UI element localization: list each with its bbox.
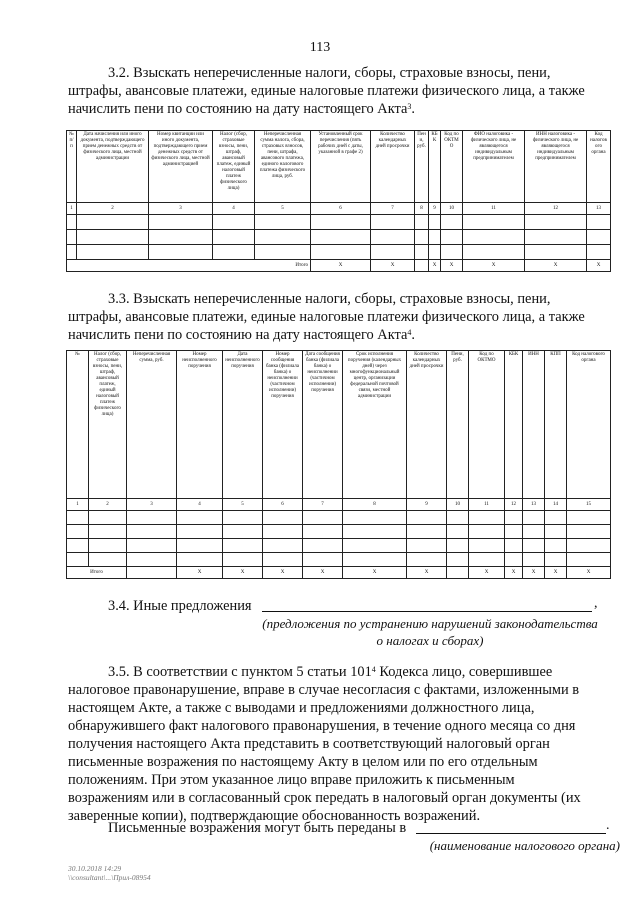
column-number: 3 — [127, 499, 177, 511]
section-3-2-line2: штрафы, авансовые платежи, единые налоговые платежи физического лица, а также — [68, 83, 585, 99]
total-label: Итого — [67, 567, 127, 579]
table-cell — [429, 230, 441, 245]
x-mark: X — [567, 567, 611, 579]
table-header-row — [67, 351, 611, 499]
table-cell — [567, 553, 611, 567]
section-3-3-line1: 3.3. Взыскать неперечисленные налоги, сборы, страховые взносы, пени, — [108, 291, 551, 307]
x-mark: X — [469, 567, 505, 579]
table-cell — [89, 539, 127, 553]
table-cell — [213, 245, 255, 260]
table-cell — [127, 567, 177, 579]
table-cell — [213, 230, 255, 245]
x-mark: X — [263, 567, 303, 579]
footer-path: \\consultant\...\Прил-08954 — [68, 873, 151, 882]
other-proposals-field[interactable] — [262, 596, 592, 612]
x-mark: X — [545, 567, 567, 579]
column-number: 12 — [505, 499, 523, 511]
x-mark: X — [303, 567, 343, 579]
column-number: 10 — [447, 499, 469, 511]
table-cell — [263, 539, 303, 553]
x-mark: X — [311, 260, 371, 272]
column-header: Пени, руб. — [415, 131, 429, 203]
table-cell — [429, 215, 441, 230]
section-3-5-line8: возражениям или в согласованный срок передать в налоговый орган документы (их — [68, 790, 581, 806]
x-mark: X — [523, 567, 545, 579]
table-cell — [127, 511, 177, 525]
table-cell — [371, 245, 415, 260]
table-cell — [177, 511, 223, 525]
table-cell — [263, 511, 303, 525]
table-cell — [523, 511, 545, 525]
column-header: Срок исполнения поручения (календарных дней) через многофункциональный центр, организации федеральной почтовой связи, местной администрации — [343, 351, 407, 499]
table-cell — [407, 511, 447, 525]
table-row — [67, 539, 611, 553]
table-cell — [303, 525, 343, 539]
table-cell — [67, 525, 89, 539]
section-3-2 — [68, 64, 608, 118]
column-number: 7 — [371, 203, 415, 215]
column-number: 4 — [213, 203, 255, 215]
table-cell — [447, 539, 469, 553]
column-number: 11 — [469, 499, 505, 511]
penalty-table-2 — [66, 350, 611, 579]
column-number: 6 — [263, 499, 303, 511]
table-cell — [447, 567, 469, 579]
section-3-5-line3: настоящем Акте, а также с выводами и предложениями должностного лица, — [68, 700, 535, 716]
column-header: Код по ОКТМО — [441, 131, 463, 203]
column-header: Налог (сбор, страховые взносы, пени, штраф, авансовый платеж, единый налоговый платеж физического лица) — [213, 131, 255, 203]
x-mark: X — [371, 260, 415, 272]
table-cell — [469, 539, 505, 553]
total-label: Итого — [67, 260, 311, 272]
table-cell — [447, 525, 469, 539]
table-cell — [89, 525, 127, 539]
x-mark: X — [463, 260, 525, 272]
column-header: Номер сообщения банка (филиала банка) о неисполнении (частичном исполнении) поручения — [263, 351, 303, 499]
table-cell — [263, 525, 303, 539]
table-cell — [505, 553, 523, 567]
table-cell — [67, 511, 89, 525]
column-number: 13 — [587, 203, 611, 215]
table-cell — [505, 525, 523, 539]
footer-date: 30.10.2018 14:29 — [68, 864, 122, 873]
column-number: 8 — [415, 203, 429, 215]
table-cell — [525, 230, 587, 245]
table-cell — [545, 539, 567, 553]
table-cell — [545, 553, 567, 567]
table-cell — [89, 511, 127, 525]
column-header: ИНН налоговика - физического лица, не являющегося индивидуальным предпринимателем — [525, 131, 587, 203]
column-header: ФИО налоговика - физического лица, не являющегося индивидуальным предпринимателем — [463, 131, 525, 203]
table-cell — [523, 525, 545, 539]
column-number: 5 — [223, 499, 263, 511]
column-header: Налог (сбор, страховые взносы, пени, штраф, авансовый платеж, единый налоговый платеж физического лица) — [89, 351, 127, 499]
column-number: 11 — [463, 203, 525, 215]
table-cell — [469, 553, 505, 567]
penalty-table-1 — [66, 130, 611, 272]
table-cell — [505, 539, 523, 553]
section-3-5-line1: 3.5. В соответствии с пунктом 5 статьи $101^4$ Кодекса лицо, совершившее — [108, 664, 553, 680]
table-cell — [587, 245, 611, 260]
section-3-5-line5: получения настоящего Акта представить в соответствующий налоговый орган — [68, 736, 550, 752]
table-cell — [343, 553, 407, 567]
table-cell — [177, 553, 223, 567]
table-cell — [407, 525, 447, 539]
column-header: КБК — [505, 351, 523, 499]
table-cell — [525, 245, 587, 260]
table-cell — [223, 511, 263, 525]
table-cell — [303, 539, 343, 553]
table-cell — [303, 553, 343, 567]
column-header: Неперечисленная сумма налога, сбора, страховых взносов, пени, штрафа, авансового платежа, единого налогового платежа физического лица, руб. — [255, 131, 311, 203]
table-row — [67, 511, 611, 525]
table-cell — [77, 215, 149, 230]
column-number: 8 — [343, 499, 407, 511]
section-3-5-line6: письменные возражения по настоящему Акту в целом или по его отдельным — [68, 754, 538, 770]
column-number: 10 — [441, 203, 463, 215]
table-cell — [67, 553, 89, 567]
table-cell — [127, 539, 177, 553]
x-mark: X — [441, 260, 463, 272]
x-mark: X — [223, 567, 263, 579]
table-cell — [149, 215, 213, 230]
table-row — [67, 230, 611, 245]
table-cell — [441, 245, 463, 260]
x-mark: X — [343, 567, 407, 579]
table-cell — [463, 245, 525, 260]
column-header: Код налогового органа — [587, 131, 611, 203]
column-header: Код по ОКТМО — [469, 351, 505, 499]
table-cell — [149, 245, 213, 260]
table-cell — [67, 215, 77, 230]
column-number: 2 — [77, 203, 149, 215]
table-cell — [469, 511, 505, 525]
table-cell — [223, 553, 263, 567]
column-header: Дата сообщения банка (филиала банка) о неисполнении (частичном исполнении) поручения — [303, 351, 343, 499]
section-3-4-caption-2: о налогах и сборах) — [376, 633, 484, 648]
section-3-5 — [68, 663, 608, 825]
section-3-2-line1: 3.2. Взыскать неперечисленные налоги, сборы, страховые взносы, пени, — [108, 65, 551, 81]
column-header: Количество календарных дней просрочки — [407, 351, 447, 499]
table-cell — [255, 245, 311, 260]
column-number: 1 — [67, 203, 77, 215]
column-header: Номер квитанции или иного документа, подтверждающего прием денежных средств от физического лица, местной администрацией — [149, 131, 213, 203]
column-number: 7 — [303, 499, 343, 511]
column-header: Дата неисполненного поручения — [223, 351, 263, 499]
footnote-ref: 4 — [407, 328, 412, 337]
column-header: Установленный срок перечисления (пять рабочих дней с даты, указанной в графе 2) — [311, 131, 371, 203]
column-number: 6 — [311, 203, 371, 215]
table-cell — [311, 245, 371, 260]
period: . — [606, 818, 610, 833]
x-mark: X — [177, 567, 223, 579]
section-3-4-caption-1: (предложения по устранению нарушений законодательства — [262, 616, 598, 631]
table-header-row — [67, 131, 611, 203]
column-header: № п/п — [67, 131, 77, 203]
column-number: 13 — [523, 499, 545, 511]
table-cell — [441, 230, 463, 245]
column-header: Номер неисполненного поручения — [177, 351, 223, 499]
page-number: 113 — [309, 40, 331, 55]
table-row — [67, 525, 611, 539]
x-mark: X — [505, 567, 523, 579]
table-total-row — [67, 567, 611, 579]
table-cell — [545, 511, 567, 525]
section-3-5-line7: положениям. При этом указанное лицо вправе приложить к письменным — [68, 772, 515, 788]
table-cell — [255, 230, 311, 245]
table-cell — [343, 525, 407, 539]
table-cell — [343, 511, 407, 525]
table-cell — [429, 245, 441, 260]
column-number: 15 — [567, 499, 611, 511]
table-cell — [77, 230, 149, 245]
column-header: Неперечисленная сумма, руб. — [127, 351, 177, 499]
column-header: ИНН — [523, 351, 545, 499]
table-cell — [77, 245, 149, 260]
table-cell — [463, 230, 525, 245]
column-number: 12 — [525, 203, 587, 215]
table-cell — [523, 539, 545, 553]
table-cell — [415, 215, 429, 230]
x-mark: X — [587, 260, 611, 272]
table-cell — [523, 553, 545, 567]
table-cell — [303, 511, 343, 525]
column-number: 9 — [429, 203, 441, 215]
section-3-5-line2: налоговое правонарушение, вправе в случае несогласия с фактами, изложенными в — [68, 682, 580, 698]
column-number: 3 — [149, 203, 213, 215]
table-cell — [567, 511, 611, 525]
table-cell — [525, 215, 587, 230]
comma: , — [594, 596, 598, 611]
table-row — [67, 215, 611, 230]
table-cell — [311, 215, 371, 230]
table-cell — [407, 553, 447, 567]
column-header: Пени, руб. — [447, 351, 469, 499]
table-cell — [415, 230, 429, 245]
column-number: 9 — [407, 499, 447, 511]
table-cell — [415, 245, 429, 260]
table-cell — [447, 511, 469, 525]
column-header: Код налогового органа — [567, 351, 611, 499]
table-cell — [89, 553, 127, 567]
table-cell — [463, 215, 525, 230]
table-cell — [505, 511, 523, 525]
section-3-2-line3: начислить пени по состоянию на дату настоящего Акта$^3$. — [68, 101, 415, 117]
table-cell — [407, 539, 447, 553]
table-cell — [545, 525, 567, 539]
footnote-ref: 3 — [407, 102, 412, 111]
table-cell — [177, 525, 223, 539]
table-cell — [263, 553, 303, 567]
section-3-3 — [68, 290, 608, 344]
table-number-row — [67, 499, 611, 511]
table-cell — [67, 245, 77, 260]
table-total-row — [67, 260, 611, 272]
table-row — [67, 245, 611, 260]
table-cell — [149, 230, 213, 245]
table-cell — [213, 215, 255, 230]
section-3-3-line3: начислить пени по состоянию на дату настоящего Акта$^4$. — [68, 327, 415, 343]
table-cell — [567, 539, 611, 553]
table-cell — [127, 525, 177, 539]
table-cell — [587, 215, 611, 230]
table-cell — [223, 525, 263, 539]
table-cell — [447, 553, 469, 567]
column-header: Дата начисления или иного документа, подтверждающего прием денежных средств от физического лица, местной администрации — [77, 131, 149, 203]
x-mark: X — [429, 260, 441, 272]
table-cell — [177, 539, 223, 553]
column-header: КБК — [429, 131, 441, 203]
table-cell — [67, 539, 89, 553]
column-header: № — [67, 351, 89, 499]
table-cell — [371, 215, 415, 230]
x-mark: X — [525, 260, 587, 272]
table-cell — [67, 230, 77, 245]
tax-authority-field[interactable] — [416, 818, 606, 834]
column-number: 4 — [177, 499, 223, 511]
table-cell — [587, 230, 611, 245]
objections-text: Письменные возражения могут быть переданы в — [108, 820, 407, 836]
tax-authority-caption: (наименование налогового органа) — [429, 838, 620, 853]
column-header: Количество календарных дней просрочки — [371, 131, 415, 203]
section-3-3-line2: штрафы, авансовые платежи, единые налоговые платежи физического лица, а также — [68, 309, 585, 325]
table-cell — [371, 230, 415, 245]
x-mark: X — [407, 567, 447, 579]
table-cell — [127, 553, 177, 567]
table-cell — [415, 260, 429, 272]
table-cell — [343, 539, 407, 553]
column-number: 2 — [89, 499, 127, 511]
table-cell — [441, 215, 463, 230]
table-cell — [311, 230, 371, 245]
table-cell — [223, 539, 263, 553]
table-cell — [469, 525, 505, 539]
section-3-5-line4: обнаружившего факт налогового правонарушения, в течение одного месяца со дня — [68, 718, 576, 734]
column-header: КПП — [545, 351, 567, 499]
table-row — [67, 553, 611, 567]
table-cell — [255, 215, 311, 230]
section-3-4-label: 3.4. Иные предложения — [108, 598, 252, 614]
column-number: 1 — [67, 499, 89, 511]
section-3-5-line9: заверенные копии), подтверждающие обоснованность возражений. — [68, 808, 481, 824]
table-cell — [567, 525, 611, 539]
table-number-row — [67, 203, 611, 215]
column-number: 14 — [545, 499, 567, 511]
column-number: 5 — [255, 203, 311, 215]
